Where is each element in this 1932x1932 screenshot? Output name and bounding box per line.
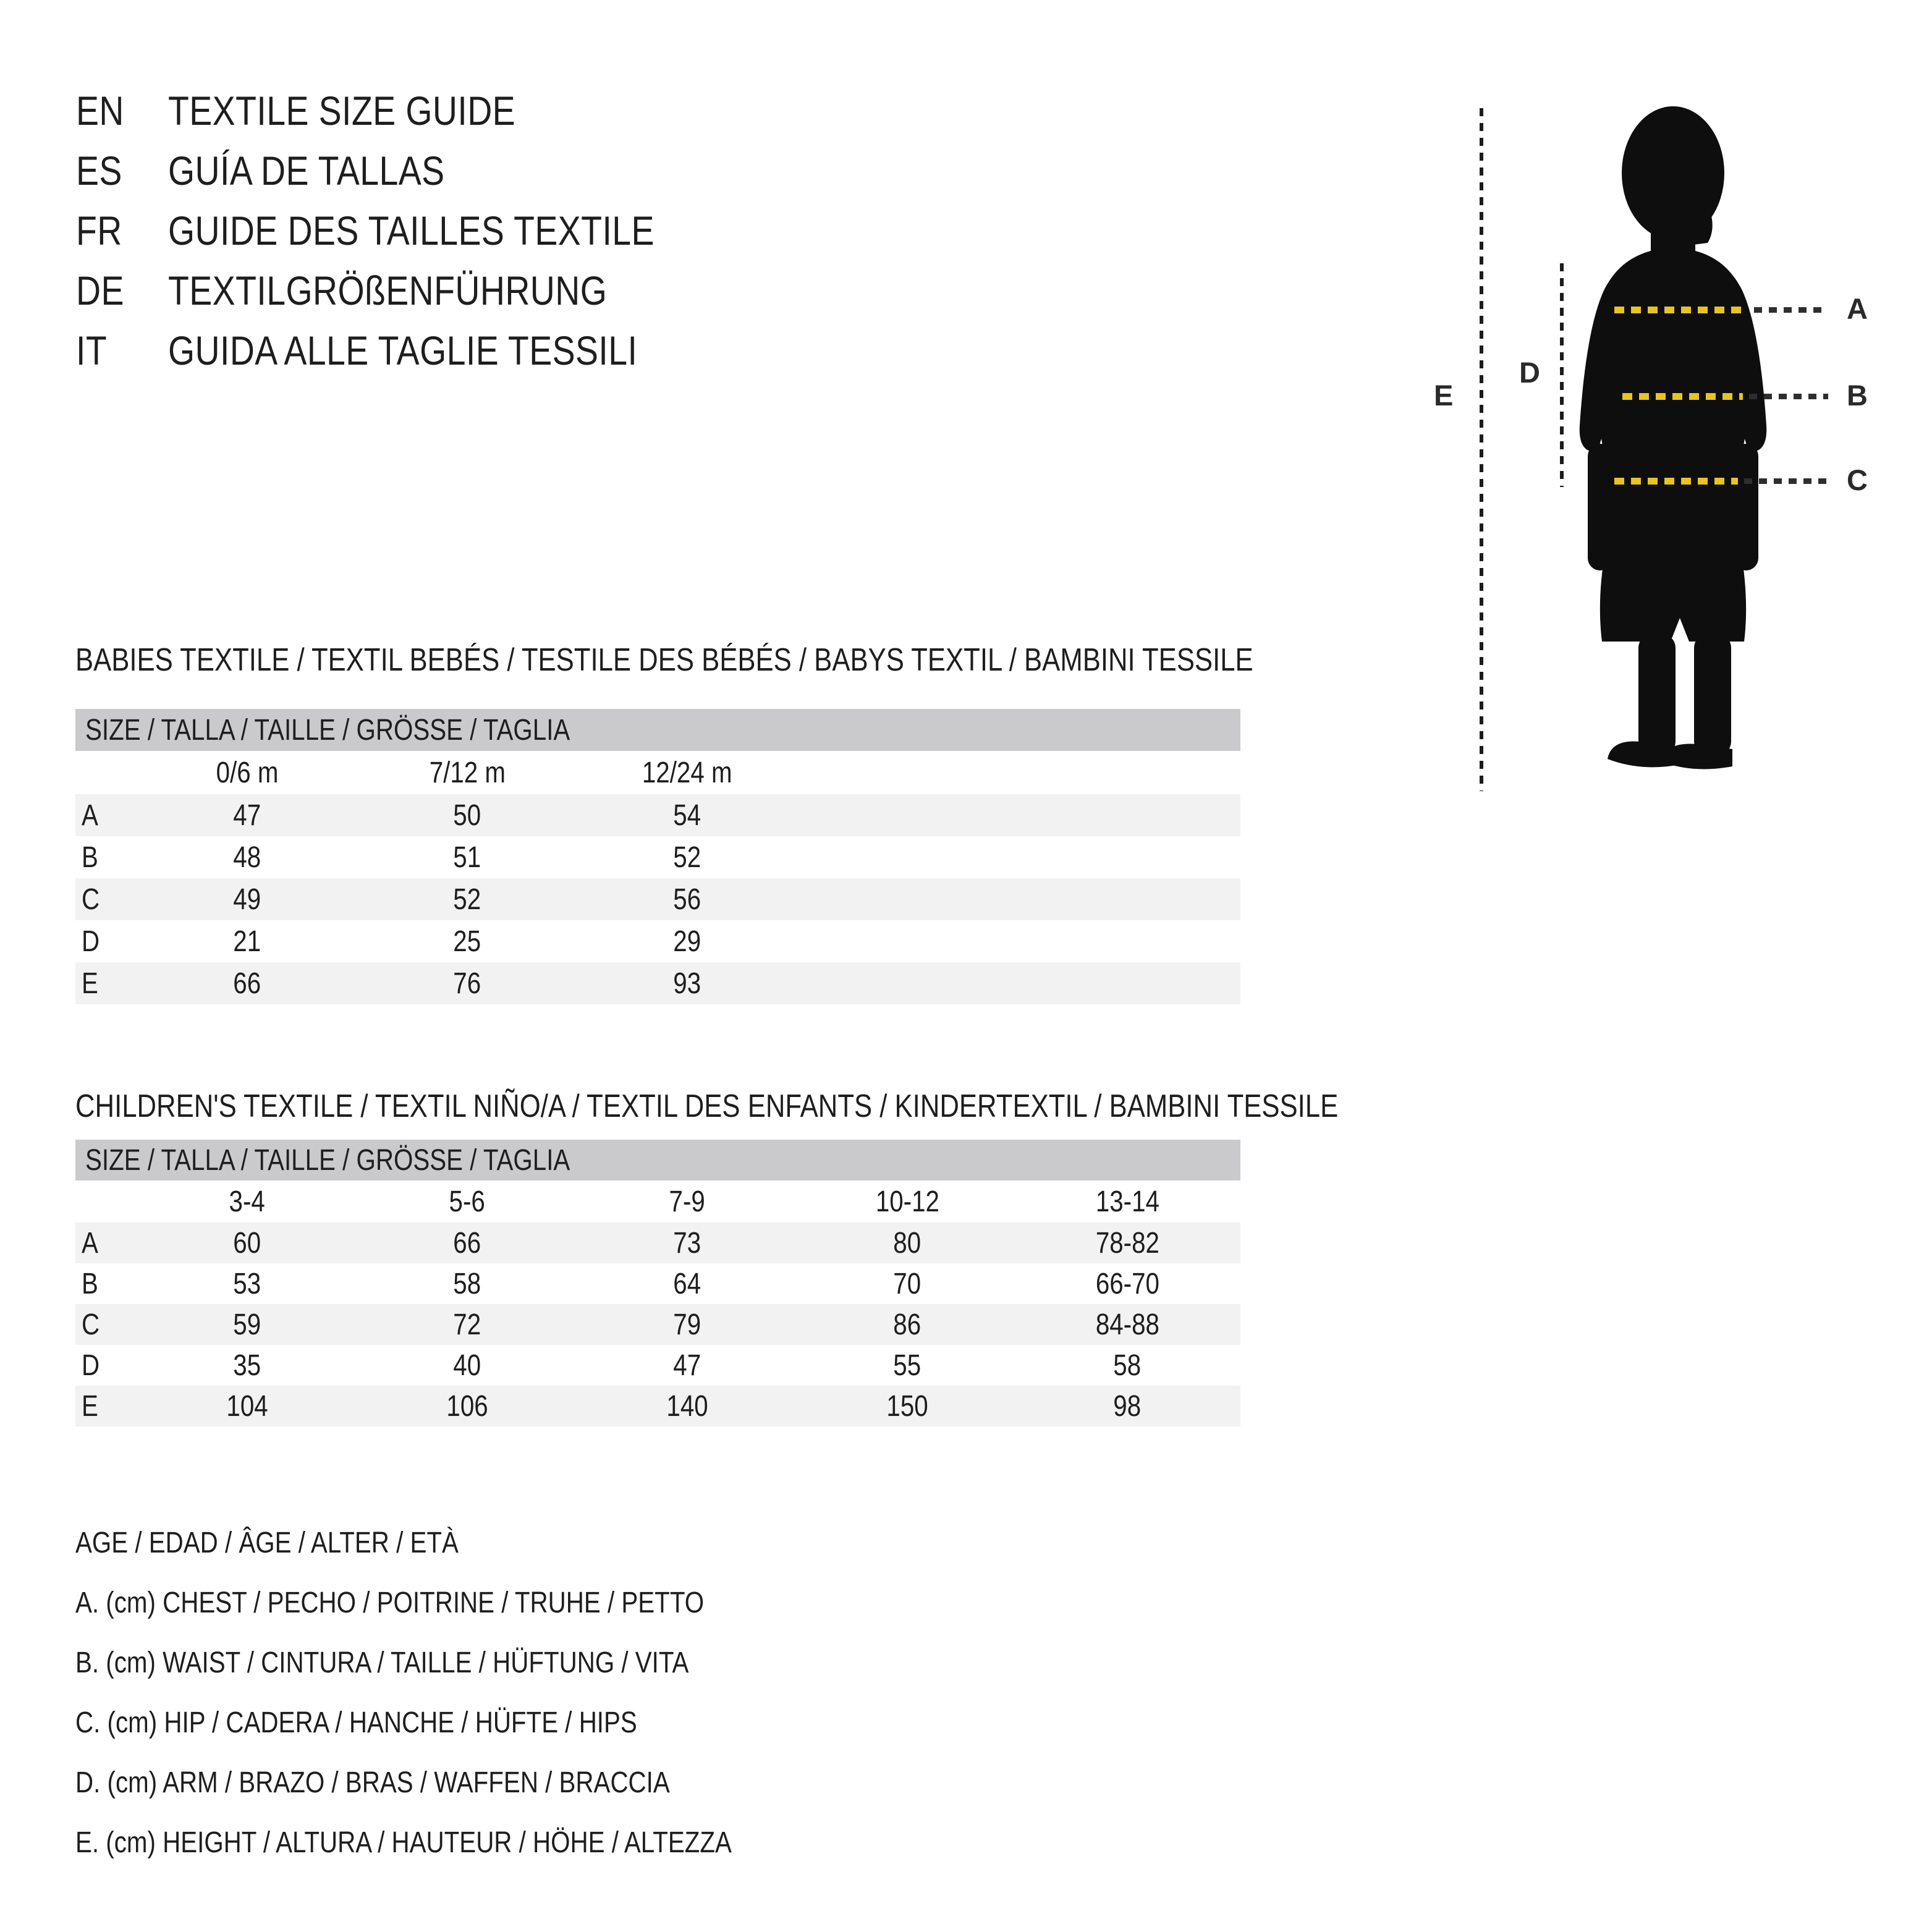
title-en: TEXTILE SIZE GUIDE [168, 87, 516, 133]
babies-row-e: E 66 76 93 [75, 962, 1240, 1004]
lang-code-fr: FR [76, 207, 122, 253]
arm-d-line [1560, 263, 1564, 487]
label-e: E [1434, 379, 1454, 412]
children-row-a: A 60 66 73 80 78-82 [75, 1222, 1240, 1263]
lang-row-es [76, 140, 747, 200]
children-row-e: E 104 106 140 150 98 [75, 1386, 1240, 1426]
label-a: A [1847, 292, 1868, 325]
children-col-3: 10-12 [875, 1185, 939, 1218]
babies-column-header-row [75, 751, 1240, 794]
children-section-title: CHILDREN'S TEXTILE / TEXTIL NIÑO/A / TEXTIL DES ENFANTS / KINDERTEXTIL / BAMBINI TESSILE [75, 1088, 1339, 1124]
children-row-b: B 53 58 64 70 66-70 [82, 1267, 1159, 1300]
children-row-c: C 59 72 79 86 84-88 [75, 1304, 1240, 1345]
babies-row-c: C 49 52 56 [75, 878, 1240, 920]
language-title-list [76, 80, 747, 380]
children-size-header-bar [75, 1140, 1240, 1180]
title-es: GUÍA DE TALLAS [168, 147, 445, 193]
children-size-header-text: SIZE / TALLA / TAILLE / GRÖSSE / TAGLIA [85, 1143, 570, 1177]
waist-b-dash-dark [1749, 394, 1828, 399]
title-de: TEXTILGRÖßENFÜHRUNG [168, 267, 608, 313]
babies-col-1: 7/12 m [429, 756, 506, 789]
lang-code-en: EN [76, 87, 124, 133]
children-row-d: D 35 40 47 55 58 [82, 1349, 1142, 1382]
children-col-2: 7-9 [669, 1185, 706, 1218]
lang-code-es: ES [76, 147, 122, 193]
children-col-1: 5-6 [449, 1185, 486, 1218]
babies-col-2: 12/24 m [642, 756, 732, 789]
children-col-4: 13-14 [1095, 1185, 1159, 1218]
title-it: GUIDA ALLE TAGLIE TESSILI [168, 327, 638, 373]
children-table [75, 1180, 1240, 1426]
chest-a-dash-yellow [1614, 307, 1747, 313]
label-d: D [1519, 356, 1540, 389]
lang-code-de: DE [76, 267, 124, 313]
chest-a-dash-dark [1754, 307, 1828, 313]
label-c: C [1847, 464, 1868, 496]
hip-c-dash-yellow [1614, 478, 1738, 485]
lang-row-en [76, 80, 747, 140]
title-fr: GUIDE DES TAILLES TEXTILE [168, 207, 655, 253]
lang-row-fr [76, 200, 747, 260]
babies-table [75, 751, 1240, 1004]
height-e-line [1480, 108, 1483, 791]
babies-size-header-bar [75, 709, 1240, 751]
lang-row-it [76, 320, 747, 380]
babies-col-0: 0/6 m [216, 756, 279, 789]
legend-waist: B. (cm) WAIST / CINTURA / TAILLE / HÜFTUNG / VITA [75, 1646, 689, 1679]
legend-arm: D. (cm) ARM / BRAZO / BRAS / WAFFEN / BRACCIA [75, 1766, 670, 1799]
measurement-legend [75, 1513, 857, 1873]
legend-age: AGE / EDAD / ÂGE / ALTER / ETÀ [75, 1527, 459, 1559]
lang-code-it: IT [76, 327, 108, 373]
babies-section-title: BABIES TEXTILE / TEXTIL BEBÉS / TESTILE DES BÉBÉS / BABYS TEXTIL / BAMBINI TESSILE [75, 642, 1253, 678]
babies-size-header-text: SIZE / TALLA / TAILLE / GRÖSSE / TAGLIA [85, 713, 570, 747]
legend-chest: A. (cm) CHEST / PECHO / POITRINE / TRUHE / PETTO [75, 1587, 705, 1619]
child-silhouette [1567, 104, 1795, 774]
label-b: B [1847, 379, 1868, 412]
waist-b-dash-yellow [1622, 393, 1743, 400]
babies-row-d: D 21 25 29 [82, 925, 701, 958]
babies-row-a: A 47 50 54 [75, 794, 1240, 836]
lang-row-de [76, 260, 747, 320]
babies-row-b: B 48 51 52 [82, 841, 701, 874]
children-column-header-row [75, 1180, 1240, 1222]
hip-c-dash-dark [1744, 478, 1828, 484]
children-col-0: 3-4 [229, 1185, 266, 1218]
legend-height: E. (cm) HEIGHT / ALTURA / HAUTEUR / HÖHE / ALTEZZA [75, 1826, 732, 1859]
legend-hip: C. (cm) HIP / CADERA / HANCHE / HÜFTE / HIPS [75, 1706, 637, 1739]
